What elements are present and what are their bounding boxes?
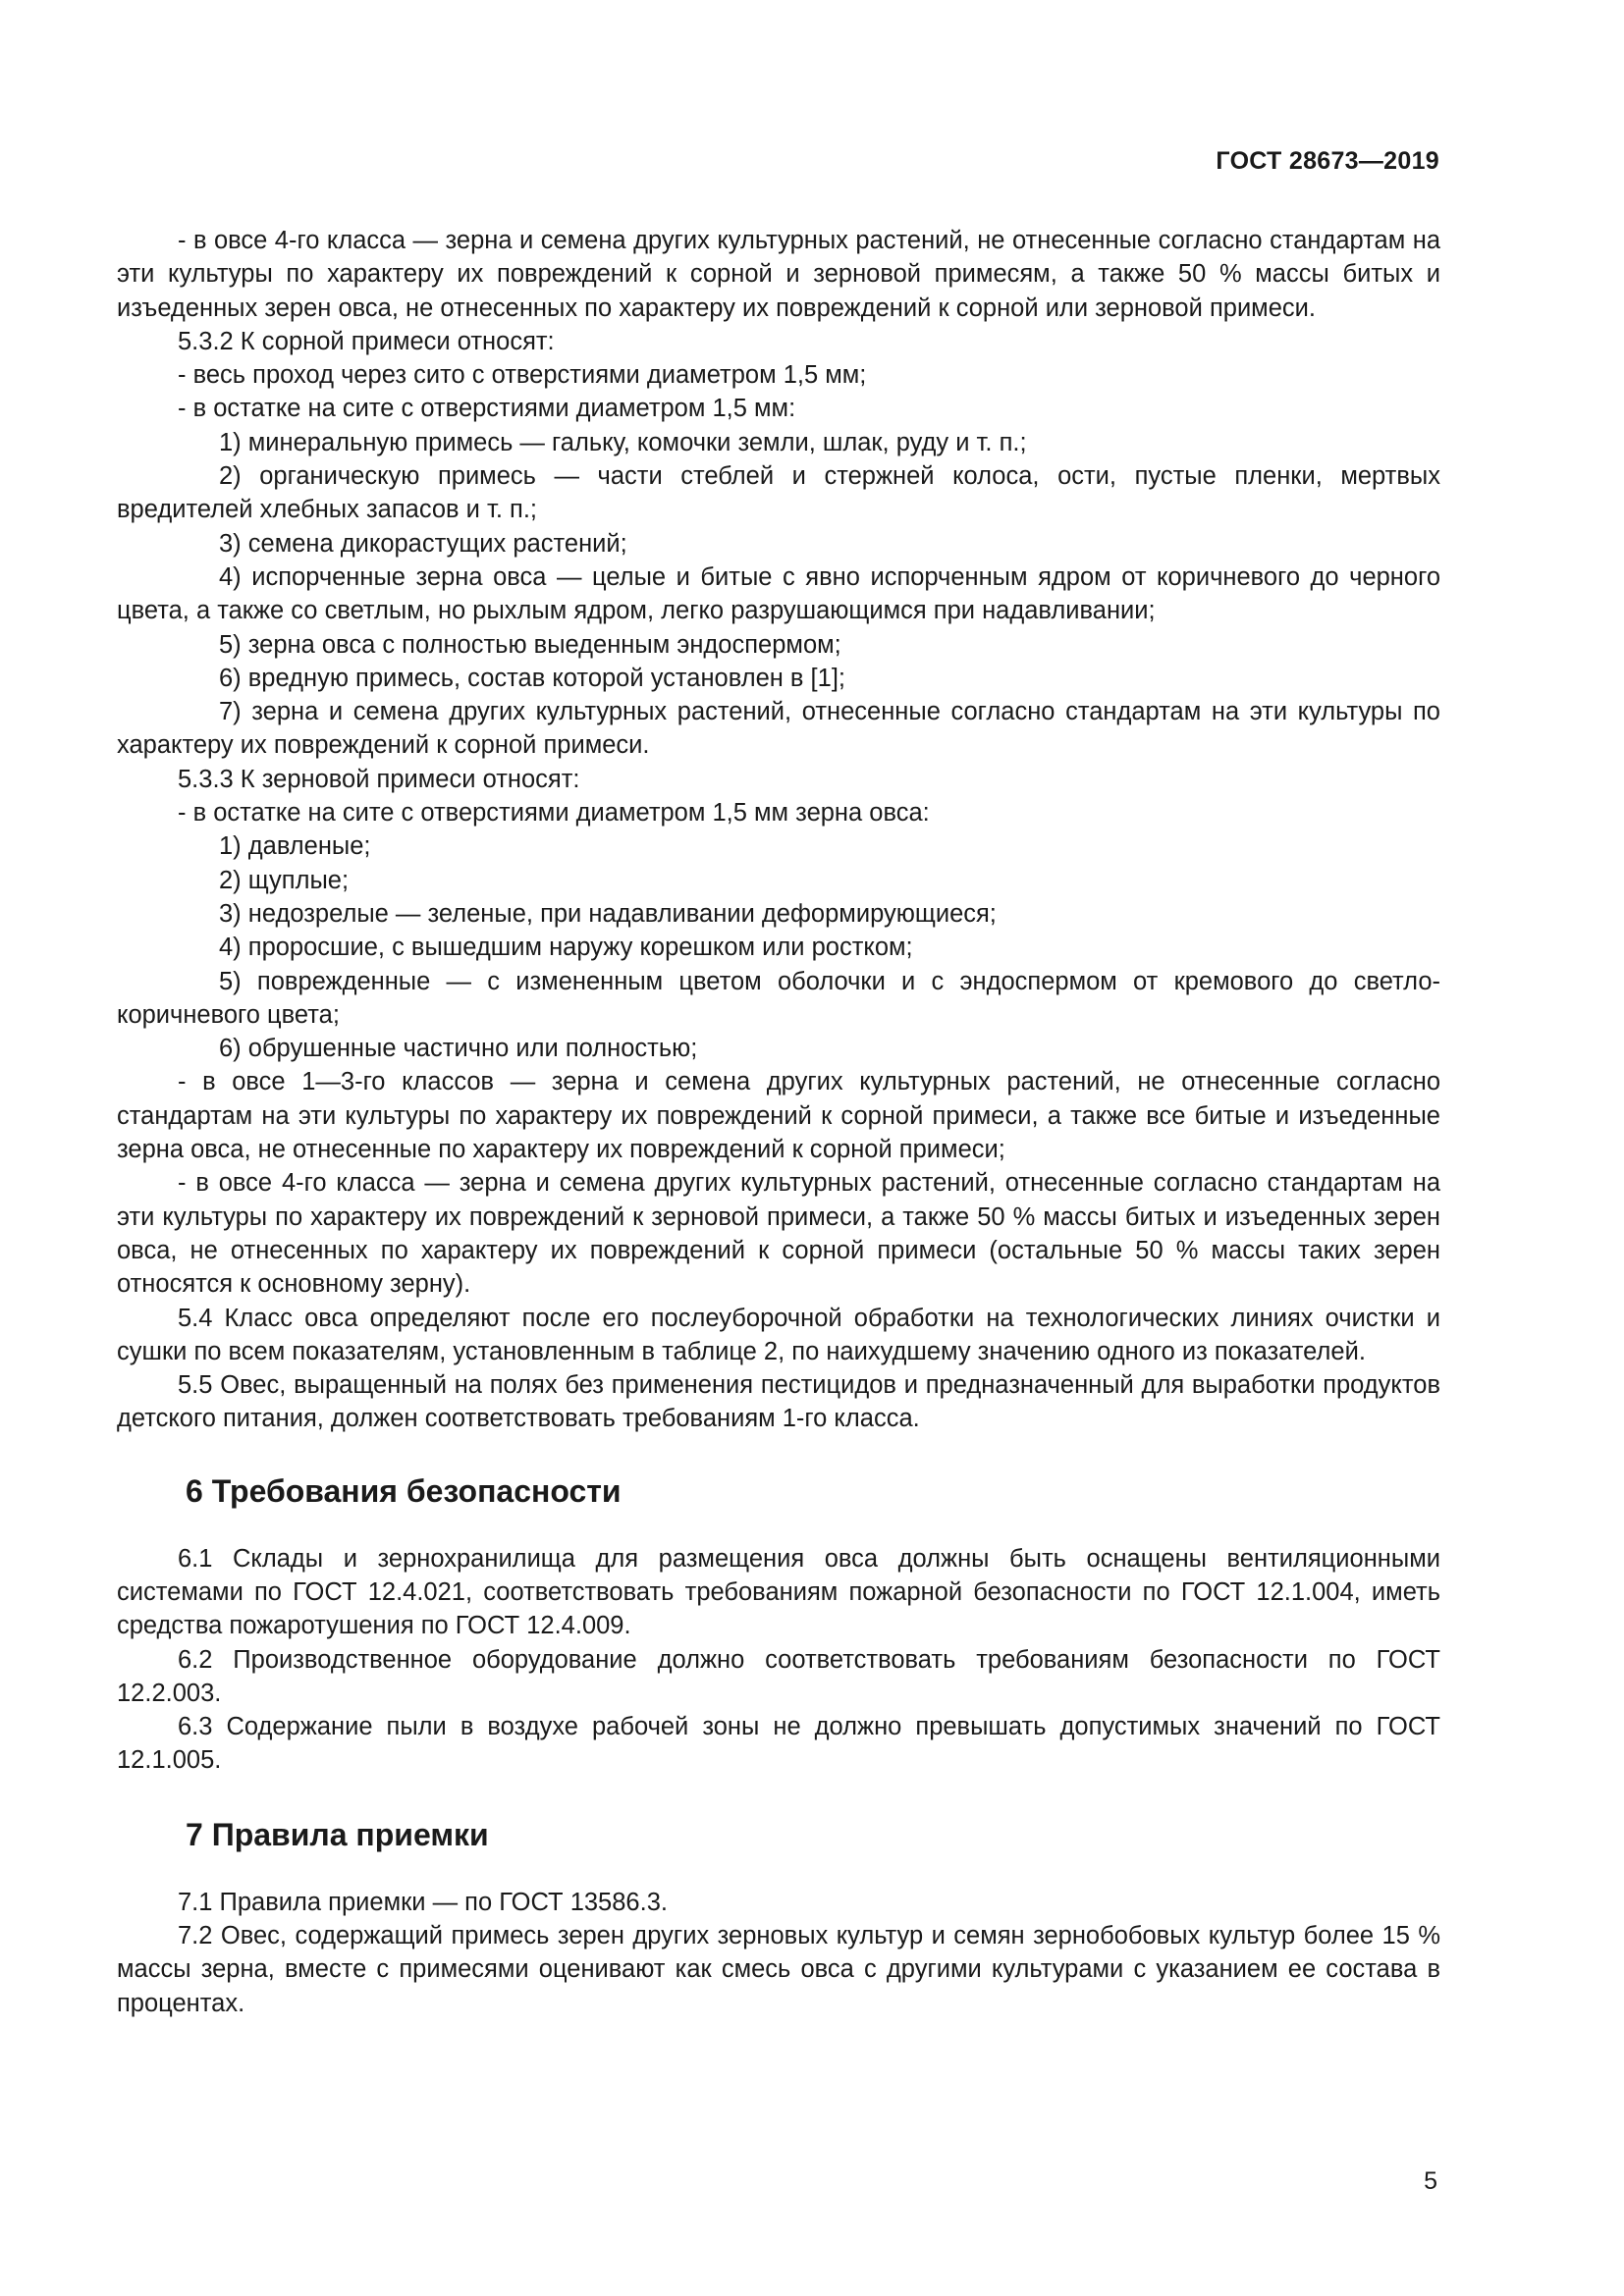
section-6-heading: 6 Требования безопасности	[186, 1472, 622, 1509]
grain-impurity-item: 6) обрушенные частично или полностью;	[219, 1035, 698, 1063]
weed-impurity-item: 1) минеральную примесь — гальку, комочки земли, шлак, руду и т. п.;	[219, 428, 1027, 456]
clause-5-3-3-item-a: - в остатке на сите с отверстиями диаметром 1,5 мм зерна овса:	[178, 799, 930, 828]
grain-impurity-item: 1) давленые;	[219, 832, 371, 861]
standard-code-header: ГОСТ 28673—2019	[1216, 147, 1439, 175]
clause-6-2: 6.2 Производственное оборудование должно соответствовать требованиям безопасности по ГОСТ 12.2.003.	[117, 1645, 1440, 1707]
clause-5-5: 5.5 Овес, выращенный на полях без применения пестицидов и предназначенный для выработки продуктов детского питания, должен соответствовать требованиям 1-го класса.	[117, 1371, 1440, 1433]
weed-impurity-item: 4) испорченные зерна овса — целые и битые с явно испорченным ядром от коричневого до черного цвета, а также со светлым, но рыхлым ядром, легко разрушающимся при надавливании;	[117, 562, 1440, 625]
grain-impurity-item: 5) поврежденные — с измененным цветом оболочки и с эндоспермом от кремового до светло-коричневого цвета;	[117, 967, 1440, 1029]
clause-7-2: 7.2 Овес, содержащий примесь зерен других зерновых культур и семян зернобобовых культур более 15 % массы зерна, вместе с примесями оценивают как смесь овса с другими культурами с указанием ее состава в процентах.	[117, 1922, 1440, 2017]
weed-impurity-item: 5) зерна овса с полностью выеденным эндоспермом;	[219, 630, 841, 659]
section-7-heading: 7 Правила приемки	[186, 1816, 489, 1852]
clause-5-3-2-item-a: - весь проход через сито с отверстиями диаметром 1,5 мм;	[178, 361, 867, 390]
clause-5-3-3-item-b: - в овсе 1—3-го классов — зерна и семена других культурных растений, не отнесенные согласно стандартам на эти культуры по характеру их повреждений к сорной примеси, а также все битые и изъеденные зерна овса, не отнесенные по характеру их повреждений к сорной примеси;	[117, 1068, 1440, 1164]
clause-5-3-2: 5.3.2 К сорной примеси относят:	[178, 327, 555, 355]
weed-impurity-item: 3) семена дикорастущих растений;	[219, 529, 627, 558]
document-body	[117, 224, 1440, 2020]
clause-6-1: 6.1 Склады и зернохранилища для размещения овса должны быть оснащены вентиляционными системами по ГОСТ 12.4.021, соответствовать требованиям пожарной безопасности по ГОСТ 12.1.004, иметь средства пожаротушения по ГОСТ 12.4.009.	[117, 1544, 1440, 1640]
clause-5-3-3: 5.3.3 К зерновой примеси относят:	[178, 765, 580, 793]
clause-5-4: 5.4 Класс овса определяют после его послеуборочной обработки на технологических линиях очистки и сушки по всем показателям, установленным в таблице 2, по наихудшему значению одного из показателей.	[117, 1304, 1440, 1365]
clause-7-1: 7.1 Правила приемки — по ГОСТ 13586.3.	[178, 1888, 668, 1916]
clause-6-3: 6.3 Содержание пыли в воздухе рабочей зоны не должно превышать допустимых значений по ГОСТ 12.1.005.	[117, 1713, 1440, 1775]
clause-5-3-2-item-b: - в остатке на сите с отверстиями диаметром 1,5 мм:	[178, 395, 796, 423]
grain-impurity-item: 3) недозрелые — зеленые, при надавливании деформирующиеся;	[219, 899, 997, 928]
weed-impurity-item: 2) органическую примесь — части стеблей и стержней колоса, ости, пустые пленки, мертвых вредителей хлебных запасов и т. п.;	[117, 462, 1440, 524]
clause-5-3-3-item-c: - в овсе 4-го класса — зерна и семена других культурных растений, отнесенные согласно стандартам на эти культуры по характеру их повреждений к зерновой примеси, а также 50 % массы битых и изъеденных зерен овса, не отнесенных по характеру их повреждений к сорной примеси (остальные 50 % массы таких зерен относятся к основному зерну).	[117, 1169, 1440, 1299]
grain-impurity-item: 4) проросшие, с вышедшим наружу корешком или ростком;	[219, 934, 913, 962]
page-number: 5	[1424, 2167, 1437, 2195]
weed-impurity-item: 7) зерна и семена других культурных растений, отнесенные согласно стандартам на эти культуры по характеру их повреждений к сорной примеси.	[117, 698, 1440, 760]
paragraph-oats-class4: - в овсе 4-го класса — зерна и семена других культурных растений, не отнесенные согласно стандартам на эти культуры по характеру их повреждений к сорной и зерновой примесям, а также 50 % массы битых и изъеденных зерен овса, не отнесенных по характеру их повреждений к сорной или зерновой примеси.	[117, 227, 1440, 322]
weed-impurity-item: 6) вредную примесь, состав которой установлен в [1];	[219, 664, 845, 692]
grain-impurity-item: 2) щуплые;	[219, 866, 350, 894]
